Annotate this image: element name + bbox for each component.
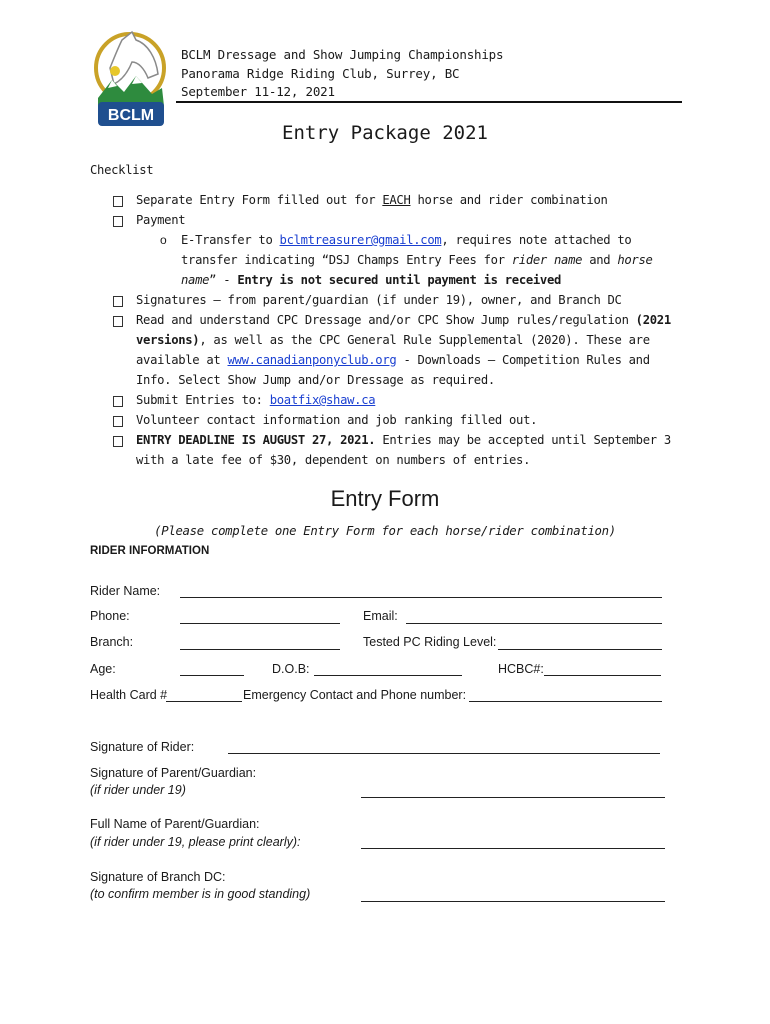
branch-field[interactable] <box>180 649 340 650</box>
checkbox-submit[interactable] <box>113 396 123 407</box>
checkbox-rules[interactable] <box>113 316 123 327</box>
checklist-heading: Checklist <box>90 163 154 177</box>
etransfer-line-2: transfer indicating “DSJ Champs Entry Fees for rider name and horse <box>181 253 653 267</box>
logo-text: BCLM <box>107 107 155 124</box>
tested-level-field[interactable] <box>498 649 662 650</box>
checklist-item-rules-3: available at www.canadianponyclub.org - Downloads – Competition Rules and <box>136 353 650 367</box>
form-subtitle: (Please complete one Entry Form for each horse/rider combination) <box>154 524 616 538</box>
emergency-contact-label: Emergency Contact and Phone number: <box>243 688 467 702</box>
parent-signature-label: Signature of Parent/Guardian: <box>90 766 257 780</box>
etransfer-line-3: name” - Entry is not secured until payment is received <box>181 273 562 287</box>
health-card-field[interactable] <box>166 701 242 702</box>
rider-name-label: Rider Name: <box>90 584 161 598</box>
etransfer-line-1: E-Transfer to bclmtreasurer@gmail.com, requires note attached to <box>181 233 632 247</box>
dob-field[interactable] <box>314 675 462 676</box>
checkbox-deadline[interactable] <box>113 436 123 447</box>
dc-signature-field[interactable] <box>361 901 665 902</box>
branch-label: Branch: <box>90 635 134 649</box>
email-label: Email: <box>363 609 398 623</box>
treasurer-email-link[interactable]: bclmtreasurer@gmail.com <box>279 233 442 247</box>
parent-name-note: (if rider under 19, please print clearly): <box>90 835 301 849</box>
health-card-label: Health Card # <box>90 688 168 702</box>
package-title: Entry Package 2021 <box>282 122 488 144</box>
checklist-item-deadline-2: with a late fee of $30, dependent on numbers of entries. <box>136 453 531 467</box>
dc-signature-label: Signature of Branch DC: <box>90 870 226 884</box>
form-title: Entry Form <box>330 486 440 511</box>
header-divider <box>176 101 682 103</box>
age-field[interactable] <box>180 675 244 676</box>
checklist-item-rules-4: Info. Select Show Jump and/or Dressage as required. <box>136 373 495 387</box>
checklist-item-signatures: Signatures – from parent/guardian (if under 19), owner, and Branch DC <box>136 293 622 307</box>
checklist-item-payment: Payment <box>136 213 186 227</box>
submit-email-link[interactable]: boatfix@shaw.ca <box>269 393 376 407</box>
parent-signature-note: (if rider under 19) <box>90 783 186 797</box>
email-field[interactable] <box>406 623 662 624</box>
hcbc-label: HCBC#: <box>498 662 544 676</box>
hcbc-field[interactable] <box>544 675 661 676</box>
sub-bullet: o <box>160 233 167 247</box>
phone-label: Phone: <box>90 609 130 623</box>
rider-signature-label: Signature of Rider: <box>90 740 195 754</box>
event-dates: September 11-12, 2021 <box>181 84 335 99</box>
bclm-logo <box>92 28 168 128</box>
dc-signature-note: (to confirm member is in good standing) <box>90 887 311 901</box>
checkbox-entry-form[interactable] <box>113 196 123 207</box>
event-venue: Panorama Ridge Riding Club, Surrey, BC <box>181 65 460 81</box>
parent-name-field[interactable] <box>361 848 665 849</box>
checkbox-volunteer[interactable] <box>113 416 123 427</box>
ponyclub-website-link[interactable]: www.canadianponyclub.org <box>227 353 397 367</box>
emergency-contact-field[interactable] <box>469 701 662 702</box>
checklist-item-deadline-1: ENTRY DEADLINE IS AUGUST 27, 2021. Entries may be accepted until September 3 <box>136 433 671 447</box>
checklist-item-submit: Submit Entries to: boatfix@shaw.ca <box>136 393 376 407</box>
rider-name-field[interactable] <box>180 597 662 598</box>
phone-field[interactable] <box>180 623 340 624</box>
event-title: BCLM Dressage and Show Jumping Championships <box>181 47 504 62</box>
checklist-item-rules-1: Read and understand CPC Dressage and/or CPC Show Jump rules/regulation (2021 <box>136 313 671 327</box>
dob-label: D.O.B: <box>272 662 310 676</box>
tested-level-label: Tested PC Riding Level: <box>363 635 497 649</box>
event-header <box>181 46 503 102</box>
rider-signature-field[interactable] <box>228 753 660 754</box>
age-label: Age: <box>90 662 116 676</box>
parent-signature-field[interactable] <box>361 797 665 798</box>
checklist-item-volunteer: Volunteer contact information and job ranking filled out. <box>136 413 538 427</box>
checkbox-signatures[interactable] <box>113 296 123 307</box>
rider-info-heading: RIDER INFORMATION <box>90 545 210 557</box>
checklist-item-rules-2: versions), as well as the CPC General Rule Supplemental (2020). These are <box>136 333 650 347</box>
parent-name-label: Full Name of Parent/Guardian: <box>90 817 260 831</box>
checkbox-payment[interactable] <box>113 216 123 227</box>
checklist-item-entry-form: Separate Entry Form filled out for EACH horse and rider combination <box>136 193 608 207</box>
